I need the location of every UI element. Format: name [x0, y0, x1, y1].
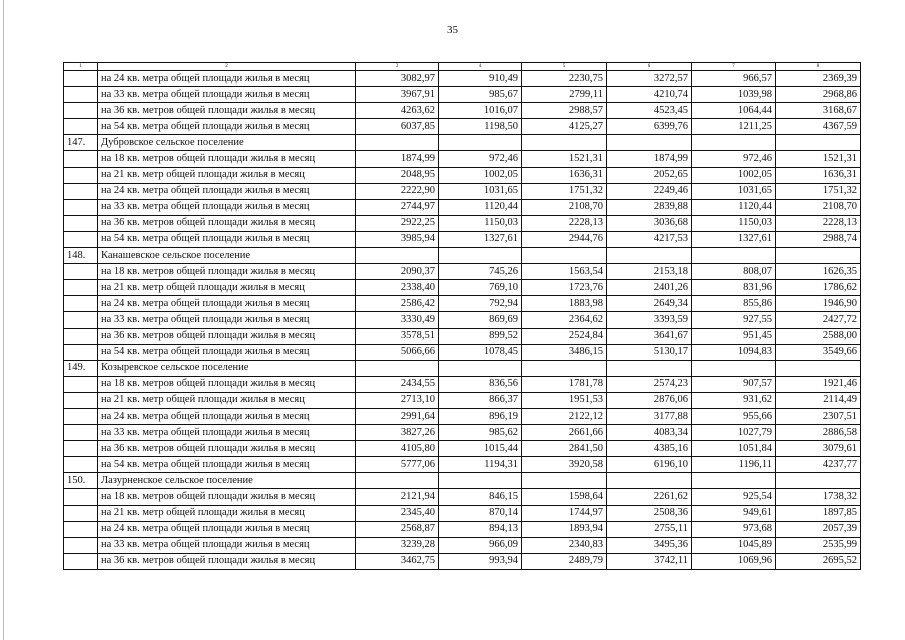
table-row — [64, 425, 861, 441]
value-cell: 1015,44 — [439, 441, 522, 457]
value-cell: 2535,99 — [776, 537, 861, 553]
value-cell: 1946,90 — [776, 296, 861, 312]
column-number-cell: 1 — [64, 63, 98, 71]
empty-index-cell — [64, 183, 98, 199]
value-cell: 2249,46 — [607, 183, 692, 199]
table-row — [64, 344, 861, 360]
value-cell: 3168,67 — [776, 103, 861, 119]
value-cell: 2122,12 — [522, 408, 607, 424]
value-cell: 907,57 — [692, 376, 776, 392]
table-row — [64, 376, 861, 392]
table-row — [64, 167, 861, 183]
row-label: на 24 кв. метра общей площади жилья в месяц — [98, 521, 356, 537]
value-cell: 2568,87 — [356, 521, 439, 537]
value-cell: 3082,97 — [356, 71, 439, 87]
row-label: на 21 кв. метр общей площади жилья в месяц — [98, 505, 356, 521]
tariff-table — [63, 62, 861, 570]
value-cell: 2369,39 — [776, 71, 861, 87]
value-cell: 927,55 — [692, 312, 776, 328]
value-cell: 1921,46 — [776, 376, 861, 392]
value-cell: 4125,27 — [522, 119, 607, 135]
empty-cell — [522, 248, 607, 264]
value-cell: 855,86 — [692, 296, 776, 312]
value-cell: 2057,39 — [776, 521, 861, 537]
empty-cell — [356, 473, 439, 489]
row-label: на 36 кв. метров общей площади жилья в месяц — [98, 441, 356, 457]
empty-cell — [692, 473, 776, 489]
empty-cell — [356, 135, 439, 151]
section-index: 148. — [64, 248, 98, 264]
column-number-cell: 3 — [356, 63, 439, 71]
empty-index-cell — [64, 167, 98, 183]
section-title: Дубровское сельское поселение — [98, 135, 356, 151]
value-cell: 2991,64 — [356, 408, 439, 424]
table-row — [64, 183, 861, 199]
value-cell: 745,26 — [439, 264, 522, 280]
value-cell: 951,45 — [692, 328, 776, 344]
table-body — [64, 63, 861, 570]
value-cell: 1751,32 — [522, 183, 607, 199]
value-cell: 2230,75 — [522, 71, 607, 87]
empty-index-cell — [64, 151, 98, 167]
empty-index-cell — [64, 392, 98, 408]
value-cell: 2364,62 — [522, 312, 607, 328]
value-cell: 1636,31 — [522, 167, 607, 183]
value-cell: 1874,99 — [356, 151, 439, 167]
value-cell: 3462,75 — [356, 553, 439, 569]
empty-index-cell — [64, 103, 98, 119]
value-cell: 949,61 — [692, 505, 776, 521]
value-cell: 3393,59 — [607, 312, 692, 328]
value-cell: 1002,05 — [439, 167, 522, 183]
value-cell: 1120,44 — [692, 199, 776, 215]
table-row — [64, 312, 861, 328]
value-cell: 2401,26 — [607, 280, 692, 296]
value-cell: 925,54 — [692, 489, 776, 505]
value-cell: 896,19 — [439, 408, 522, 424]
value-cell: 1002,05 — [692, 167, 776, 183]
value-cell: 894,13 — [439, 521, 522, 537]
value-cell: 1094,83 — [692, 344, 776, 360]
section-row — [64, 135, 861, 151]
value-cell: 1069,96 — [692, 553, 776, 569]
value-cell: 1027,79 — [692, 425, 776, 441]
table-row — [64, 408, 861, 424]
row-label: на 33 кв. метра общей площади жилья в месяц — [98, 87, 356, 103]
row-label: на 18 кв. метров общей площади жилья в месяц — [98, 376, 356, 392]
value-cell: 3036,68 — [607, 215, 692, 231]
value-cell: 2153,18 — [607, 264, 692, 280]
table-row — [64, 328, 861, 344]
value-cell: 2345,40 — [356, 505, 439, 521]
value-cell: 3549,66 — [776, 344, 861, 360]
value-cell: 2755,11 — [607, 521, 692, 537]
table-row — [64, 521, 861, 537]
section-row — [64, 473, 861, 489]
value-cell: 1211,25 — [692, 119, 776, 135]
empty-index-cell — [64, 280, 98, 296]
value-cell: 2052,65 — [607, 167, 692, 183]
value-cell: 2090,37 — [356, 264, 439, 280]
value-cell: 5777,06 — [356, 457, 439, 473]
empty-index-cell — [64, 231, 98, 247]
value-cell: 2427,72 — [776, 312, 861, 328]
value-cell: 1016,07 — [439, 103, 522, 119]
page-edge-line — [3, 0, 4, 640]
table-row — [64, 489, 861, 505]
value-cell: 1521,31 — [522, 151, 607, 167]
value-cell: 2434,55 — [356, 376, 439, 392]
value-cell: 910,49 — [439, 71, 522, 87]
value-cell: 1078,45 — [439, 344, 522, 360]
value-cell: 2508,36 — [607, 505, 692, 521]
empty-cell — [692, 360, 776, 376]
value-cell: 1196,11 — [692, 457, 776, 473]
value-cell: 2876,06 — [607, 392, 692, 408]
row-label: на 36 кв. метров общей площади жилья в месяц — [98, 103, 356, 119]
value-cell: 3827,26 — [356, 425, 439, 441]
empty-index-cell — [64, 71, 98, 87]
value-cell: 1194,31 — [439, 457, 522, 473]
empty-index-cell — [64, 408, 98, 424]
value-cell: 4367,59 — [776, 119, 861, 135]
table-row — [64, 264, 861, 280]
row-label: на 21 кв. метр общей площади жилья в месяц — [98, 392, 356, 408]
column-number-cell: 7 — [692, 63, 776, 71]
value-cell: 972,46 — [692, 151, 776, 167]
row-label: на 36 кв. метров общей площади жилья в месяц — [98, 215, 356, 231]
empty-cell — [439, 473, 522, 489]
row-label: на 18 кв. метров общей площади жилья в месяц — [98, 151, 356, 167]
table-row — [64, 199, 861, 215]
value-cell: 1598,64 — [522, 489, 607, 505]
empty-cell — [776, 360, 861, 376]
row-label: на 18 кв. метров общей площади жилья в месяц — [98, 264, 356, 280]
empty-index-cell — [64, 553, 98, 569]
empty-index-cell — [64, 376, 98, 392]
row-label: на 36 кв. метров общей площади жилья в месяц — [98, 328, 356, 344]
value-cell: 3742,11 — [607, 553, 692, 569]
value-cell: 1150,03 — [439, 215, 522, 231]
empty-index-cell — [64, 505, 98, 521]
table-row — [64, 71, 861, 87]
value-cell: 2222,90 — [356, 183, 439, 199]
value-cell: 966,09 — [439, 537, 522, 553]
empty-cell — [692, 248, 776, 264]
value-cell: 1626,35 — [776, 264, 861, 280]
value-cell: 955,66 — [692, 408, 776, 424]
value-cell: 2988,57 — [522, 103, 607, 119]
value-cell: 1723,76 — [522, 280, 607, 296]
value-cell: 836,56 — [439, 376, 522, 392]
value-cell: 985,62 — [439, 425, 522, 441]
value-cell: 2944,76 — [522, 231, 607, 247]
value-cell: 1031,65 — [439, 183, 522, 199]
value-cell: 2340,83 — [522, 537, 607, 553]
value-cell: 1738,32 — [776, 489, 861, 505]
table-row — [64, 103, 861, 119]
value-cell: 2228,13 — [776, 215, 861, 231]
value-cell: 6196,10 — [607, 457, 692, 473]
value-cell: 1786,62 — [776, 280, 861, 296]
empty-cell — [439, 248, 522, 264]
value-cell: 2114,49 — [776, 392, 861, 408]
table-row — [64, 553, 861, 569]
value-cell: 3239,28 — [356, 537, 439, 553]
row-label: на 54 кв. метра общей площади жилья в месяц — [98, 119, 356, 135]
value-cell: 2988,74 — [776, 231, 861, 247]
value-cell: 2799,11 — [522, 87, 607, 103]
column-number-cell: 6 — [607, 63, 692, 71]
empty-index-cell — [64, 489, 98, 505]
value-cell: 1563,54 — [522, 264, 607, 280]
value-cell: 5130,17 — [607, 344, 692, 360]
value-cell: 4385,16 — [607, 441, 692, 457]
value-cell: 2586,42 — [356, 296, 439, 312]
table-row — [64, 457, 861, 473]
value-cell: 993,94 — [439, 553, 522, 569]
empty-index-cell — [64, 119, 98, 135]
row-label: на 33 кв. метра общей площади жилья в месяц — [98, 199, 356, 215]
row-label: на 33 кв. метра общей площади жилья в месяц — [98, 537, 356, 553]
empty-index-cell — [64, 425, 98, 441]
value-cell: 2307,51 — [776, 408, 861, 424]
value-cell: 3985,94 — [356, 231, 439, 247]
empty-index-cell — [64, 264, 98, 280]
row-label: на 54 кв. метра общей площади жилья в месяц — [98, 344, 356, 360]
empty-index-cell — [64, 537, 98, 553]
value-cell: 3578,51 — [356, 328, 439, 344]
value-cell: 3920,58 — [522, 457, 607, 473]
value-cell: 1051,84 — [692, 441, 776, 457]
empty-cell — [522, 360, 607, 376]
table-row — [64, 231, 861, 247]
empty-index-cell — [64, 199, 98, 215]
empty-index-cell — [64, 441, 98, 457]
value-cell: 4083,34 — [607, 425, 692, 441]
empty-cell — [522, 135, 607, 151]
empty-cell — [522, 473, 607, 489]
row-label: на 18 кв. метров общей площади жилья в месяц — [98, 489, 356, 505]
table-row — [64, 87, 861, 103]
empty-index-cell — [64, 344, 98, 360]
empty-cell — [776, 248, 861, 264]
value-cell: 846,15 — [439, 489, 522, 505]
value-cell: 1327,61 — [439, 231, 522, 247]
value-cell: 2922,25 — [356, 215, 439, 231]
empty-cell — [607, 135, 692, 151]
page-number: 35 — [447, 24, 458, 36]
value-cell: 1045,89 — [692, 537, 776, 553]
value-cell: 2713,10 — [356, 392, 439, 408]
empty-index-cell — [64, 521, 98, 537]
value-cell: 2968,86 — [776, 87, 861, 103]
value-cell: 1150,03 — [692, 215, 776, 231]
empty-cell — [607, 248, 692, 264]
value-cell: 1120,44 — [439, 199, 522, 215]
value-cell: 2695,52 — [776, 553, 861, 569]
value-cell: 972,46 — [439, 151, 522, 167]
section-title: Козыревское сельское поселение — [98, 360, 356, 376]
value-cell: 2108,70 — [776, 199, 861, 215]
empty-index-cell — [64, 296, 98, 312]
value-cell: 3272,57 — [607, 71, 692, 87]
value-cell: 2588,00 — [776, 328, 861, 344]
empty-index-cell — [64, 312, 98, 328]
table-row — [64, 119, 861, 135]
value-cell: 808,07 — [692, 264, 776, 280]
value-cell: 2661,66 — [522, 425, 607, 441]
value-cell: 792,94 — [439, 296, 522, 312]
value-cell: 2261,62 — [607, 489, 692, 505]
value-cell: 6037,85 — [356, 119, 439, 135]
value-cell: 931,62 — [692, 392, 776, 408]
empty-cell — [607, 360, 692, 376]
value-cell: 2338,40 — [356, 280, 439, 296]
row-label: на 33 кв. метра общей площади жилья в месяц — [98, 312, 356, 328]
column-number-row — [64, 63, 861, 71]
value-cell: 1521,31 — [776, 151, 861, 167]
value-cell: 1327,61 — [692, 231, 776, 247]
value-cell: 870,14 — [439, 505, 522, 521]
row-label: на 54 кв. метра общей площади жилья в месяц — [98, 457, 356, 473]
section-index: 147. — [64, 135, 98, 151]
table-row — [64, 392, 861, 408]
value-cell: 831,96 — [692, 280, 776, 296]
column-number-cell: 4 — [439, 63, 522, 71]
empty-index-cell — [64, 457, 98, 473]
row-label: на 54 кв. метра общей площади жилья в месяц — [98, 231, 356, 247]
value-cell: 2228,13 — [522, 215, 607, 231]
value-cell: 2108,70 — [522, 199, 607, 215]
value-cell: 3079,61 — [776, 441, 861, 457]
value-cell: 1636,31 — [776, 167, 861, 183]
column-number-cell: 8 — [776, 63, 861, 71]
value-cell: 966,57 — [692, 71, 776, 87]
table-row — [64, 537, 861, 553]
value-cell: 6399,76 — [607, 119, 692, 135]
table-row — [64, 151, 861, 167]
row-label: на 21 кв. метр общей площади жилья в месяц — [98, 167, 356, 183]
value-cell: 4263,62 — [356, 103, 439, 119]
empty-cell — [692, 135, 776, 151]
value-cell: 869,69 — [439, 312, 522, 328]
column-number-cell: 2 — [98, 63, 356, 71]
row-label: на 21 кв. метр общей площади жилья в месяц — [98, 280, 356, 296]
table-row — [64, 296, 861, 312]
value-cell: 2048,95 — [356, 167, 439, 183]
value-cell: 4237,77 — [776, 457, 861, 473]
section-title: Лазурненское сельское поселение — [98, 473, 356, 489]
empty-index-cell — [64, 328, 98, 344]
section-title: Канашевское сельское поселение — [98, 248, 356, 264]
value-cell: 2574,23 — [607, 376, 692, 392]
empty-cell — [776, 473, 861, 489]
empty-cell — [439, 135, 522, 151]
section-index: 149. — [64, 360, 98, 376]
row-label: на 24 кв. метра общей площади жилья в месяц — [98, 183, 356, 199]
value-cell: 866,37 — [439, 392, 522, 408]
value-cell: 1198,50 — [439, 119, 522, 135]
value-cell: 4105,80 — [356, 441, 439, 457]
value-cell: 4217,53 — [607, 231, 692, 247]
value-cell: 1781,78 — [522, 376, 607, 392]
row-label: на 24 кв. метра общей площади жилья в месяц — [98, 296, 356, 312]
section-row — [64, 360, 861, 376]
value-cell: 5066,66 — [356, 344, 439, 360]
value-cell: 3330,49 — [356, 312, 439, 328]
row-label: на 24 кв. метра общей площади жилья в месяц — [98, 408, 356, 424]
value-cell: 2744,97 — [356, 199, 439, 215]
value-cell: 2649,34 — [607, 296, 692, 312]
empty-index-cell — [64, 215, 98, 231]
table-row — [64, 505, 861, 521]
value-cell: 769,10 — [439, 280, 522, 296]
value-cell: 3486,15 — [522, 344, 607, 360]
section-row — [64, 248, 861, 264]
empty-cell — [356, 248, 439, 264]
value-cell: 2489,79 — [522, 553, 607, 569]
table-row — [64, 280, 861, 296]
value-cell: 1874,99 — [607, 151, 692, 167]
empty-cell — [607, 473, 692, 489]
value-cell: 985,67 — [439, 87, 522, 103]
table-row — [64, 441, 861, 457]
row-label: на 24 кв. метра общей площади жилья в месяц — [98, 71, 356, 87]
value-cell: 3495,36 — [607, 537, 692, 553]
value-cell: 3967,91 — [356, 87, 439, 103]
value-cell: 1893,94 — [522, 521, 607, 537]
value-cell: 1744,97 — [522, 505, 607, 521]
value-cell: 2886,58 — [776, 425, 861, 441]
row-label: на 33 кв. метра общей площади жилья в месяц — [98, 425, 356, 441]
value-cell: 899,52 — [439, 328, 522, 344]
value-cell: 1751,32 — [776, 183, 861, 199]
empty-cell — [439, 360, 522, 376]
value-cell: 3641,67 — [607, 328, 692, 344]
value-cell: 1897,85 — [776, 505, 861, 521]
value-cell: 4523,45 — [607, 103, 692, 119]
value-cell: 4210,74 — [607, 87, 692, 103]
empty-cell — [776, 135, 861, 151]
value-cell: 2121,94 — [356, 489, 439, 505]
value-cell: 973,68 — [692, 521, 776, 537]
value-cell: 1039,98 — [692, 87, 776, 103]
value-cell: 2524,84 — [522, 328, 607, 344]
value-cell: 1031,65 — [692, 183, 776, 199]
section-index: 150. — [64, 473, 98, 489]
value-cell: 2839,88 — [607, 199, 692, 215]
empty-index-cell — [64, 87, 98, 103]
row-label: на 36 кв. метров общей площади жилья в месяц — [98, 553, 356, 569]
table-row — [64, 215, 861, 231]
value-cell: 1883,98 — [522, 296, 607, 312]
empty-cell — [356, 360, 439, 376]
value-cell: 3177,88 — [607, 408, 692, 424]
column-number-cell: 5 — [522, 63, 607, 71]
value-cell: 1064,44 — [692, 103, 776, 119]
value-cell: 1951,53 — [522, 392, 607, 408]
value-cell: 2841,50 — [522, 441, 607, 457]
